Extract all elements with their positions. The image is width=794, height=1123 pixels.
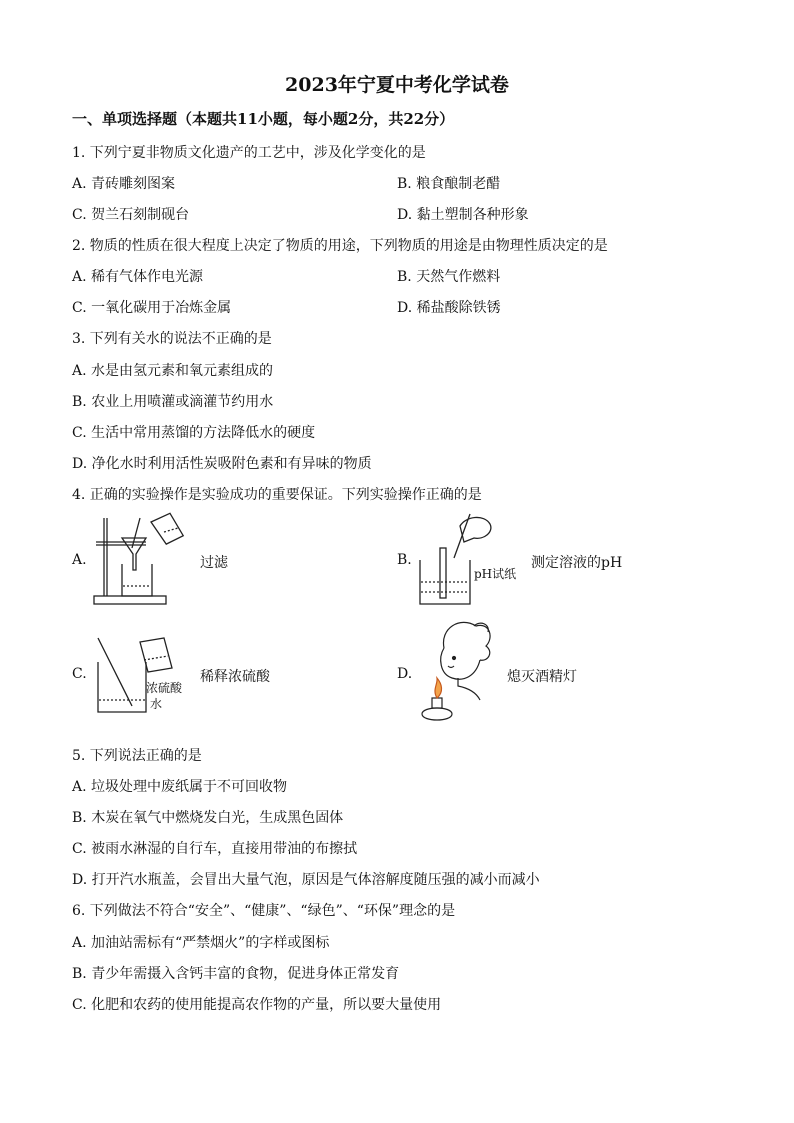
q3-option-b[interactable]: B. 农业上用喷灌或滴灌节约用水 [72,394,274,410]
question-5-stem: 5. 下列说法正确的是 [72,748,202,764]
q6-option-b[interactable]: B. 青少年需摄入含钙丰富的食物，促进身体正常发育 [72,966,400,982]
q2-option-b[interactable]: B. 天然气作燃料 [397,269,501,285]
question-2-stem: 2. 物质的性质在很大程度上决定了物质的用途，下列物质的用途是由物理性质决定的是 [72,238,608,254]
q2-option-a[interactable]: A. 稀有气体作电光源 [72,269,204,285]
filtration-apparatus-figure [90,512,190,608]
q6-option-a[interactable]: A. 加油站需标有“严禁烟火”的字样或图标 [72,935,330,951]
q5-option-c[interactable]: C. 被雨水淋湿的自行车，直接用带油的布擦拭 [72,841,358,857]
water-label: 水 [150,697,163,711]
concentrated-acid-label: 浓硫酸 [146,681,183,695]
q4-option-a-letter[interactable]: A. [72,552,87,568]
question-6-stem: 6. 下列做法不符合“安全”、“健康”、“绿色”、“环保”理念的是 [72,903,456,919]
q5-option-b[interactable]: B. 木炭在氧气中燃烧发白光，生成黑色固体 [72,810,344,826]
q4-option-c-caption: 稀释浓硫酸 [200,669,270,685]
q4-option-b-letter[interactable]: B. [397,552,412,568]
q2-option-d[interactable]: D. 稀盐酸除铁锈 [397,300,501,316]
q1-option-b[interactable]: B. 粮食酿制老醋 [397,176,501,192]
question-4-stem: 4. 正确的实验操作是实验成功的重要保证。下列实验操作正确的是 [72,487,482,503]
q6-option-c[interactable]: C. 化肥和农药的使用能提高农作物的产量，所以要大量使用 [72,997,442,1013]
q4-option-b-caption: 测定溶液的pH [531,555,623,571]
q5-option-a[interactable]: A. 垃圾处理中废纸属于不可回收物 [72,779,288,795]
dilute-acid-figure [92,634,192,716]
q4-option-c-letter[interactable]: C. [72,666,87,682]
q2-option-c[interactable]: C. 一氧化碳用于冶炼金属 [72,300,232,316]
q4-option-d-caption: 熄灭酒精灯 [507,669,577,685]
ph-paper-label: pH试纸 [474,567,517,581]
question-3-stem: 3. 下列有关水的说法不正确的是 [72,331,272,347]
q4-option-d-letter[interactable]: D. [397,666,413,682]
q3-option-d[interactable]: D. 净化水时利用活性炭吸附色素和有异味的物质 [72,456,372,472]
exam-title: 2023年宁夏中考化学试卷 [285,74,509,96]
q1-option-d[interactable]: D. 黏土塑制各种形象 [397,207,529,223]
question-1-stem: 1. 下列宁夏非物质文化遗产的工艺中，涉及化学变化的是 [72,145,426,161]
q5-option-d[interactable]: D. 打开汽水瓶盖，会冒出大量气泡，原因是气体溶解度随压强的减小而减小 [72,872,540,888]
q4-option-a-caption: 过滤 [200,555,228,571]
q3-option-a[interactable]: A. 水是由氢元素和氧元素组成的 [72,363,274,379]
q3-option-c[interactable]: C. 生活中常用蒸馏的方法降低水的硬度 [72,425,316,441]
q1-option-a[interactable]: A. 青砖雕刻图案 [72,176,176,192]
section-heading: 一、单项选择题（本题共11小题，每小题2分，共22分） [72,110,455,128]
blow-out-lamp-figure [414,618,504,728]
q1-option-c[interactable]: C. 贺兰石刻制砚台 [72,207,190,223]
ph-test-figure [414,512,524,608]
